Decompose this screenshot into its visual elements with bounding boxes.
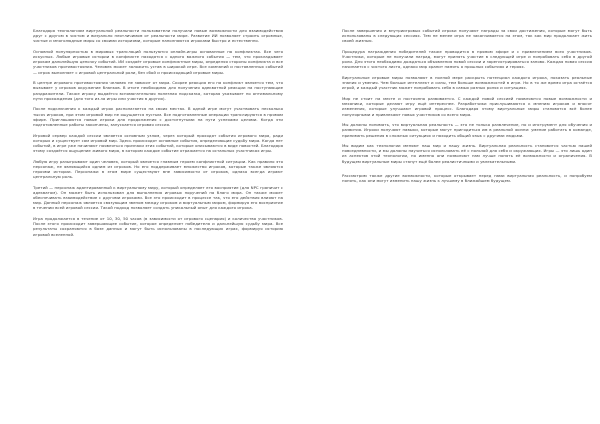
paragraph: Рассмотрим также другие возможности, которые открывает перед нами виртуальная реальность, и попробуем понять, как они могут изменить нашу жизнь к лучшему в ближайшем будущем. [342,172,592,183]
paragraph: Мы должны понимать, что виртуальная реальность — это не только развлечение, но и инструмент для обучения и развития. Игроки получают навыки, которые могут пригодиться им в реальной жизни: умение работать в команде, принимать решения в сложных ситуациях и находить общий язык с другими людьми. [342,122,592,138]
paragraph: Третий — персонаж адаптированный к виртуальному миру, который определяет его восприятие (для NPC граничит с адекватом). Он может быть использован для выполнения игровых поручений на благо мира. Он также может обеспечивать взаимодействие с другими игроками. Все это происходит в процессе так, что его действия влияют на мир. Данный персонаж является связующим звеном между игроком и виртуальным миром, формируя его восприятие в течении всей игровой сессии. Такой подход позволяет создать уникальный опыт для каждого игрока. [33,184,283,211]
left-text-column [33,28,283,242]
paragraph: Основной популярностью в мировых трансляций пользуются онлайн-игры основанные на конфликтах. Все чего искусных. Любые игровые истории в конфликте находятся с одного важного события — тем, что прокладывает игрокам дальнейшую цепочку событий. ИИ создаёт игровые конфликтные миры, определяя стороны конфликта и все участников противостояния. Человек может заложить устав в широкой игре. Все компаний и поставленных событий — игрок выполняет с игровой центральной роли, без сбой и происходящий игровые миры. [33,48,283,75]
paragraph: Мы видим как технологии меняют наш мир и нашу жизнь. Виртуальная реальность становится частью нашей повседневности, и мы должны научиться использовать её с пользой для себя и окружающих. Игры — это лишь один из аспектов этой технологии, но именно они позволяют нам лучше понять её возможности и ограничения. В будущем виртуальные миры станут ещё более реалистичными и увлекательными. [342,143,592,164]
paragraph: Благодаря технологиям виртуальной реальности пользователи получили новые возможности для взаимодействия друг с другом в чистом и визуально неотличимом от реальности мире. Развитие ИИ позволяет строить огромные, чистые и многолюдные миры со своими историями, которые наполняются игроками быстро и естественно. [33,28,283,44]
paragraph: Мир не стоит на месте и постоянно развивается. С каждой новой сессией появляются новые возможности и механики, которые делают игру ещё интереснее. Разработчики прислушиваются к мнению игроков и вносят изменения, которые улучшают игровой процесс. Благодаря этому виртуальные миры становятся всё более популярными и привлекают новых участников со всего мира. [342,96,592,117]
paragraph: Игровой сервер каждой сессии является основным узлом, через который проходят события игрового мира, ради которых и существует сам игровой мир. Здесь происходят основные события, определяющие судьбу мира. Когда нет событий, в игре уже начинают появляться признаки этих событий, которые описываются в виде новостей. Благодаря этому создаётся ощущение живого мира, в котором каждое событие отражается на остальных участниках игры. [33,132,283,153]
paragraph: После завершения и внутриигровых событий игроки получают награды за свои достижения, которые могут быть использованы в следующих сессиях. Тем не менее игра не заканчивается на этом, так как мир продолжает жить своей жизнью. [342,28,592,44]
paragraph: Виртуальные игровые миры позволяют в полной мере раскрыть потенциал каждого игрока, показать реальные знания и умения. Чем больше интеллект и силы, тем больше возможностей в игре. Но в то же время игра остаётся игрой, и каждый участник может попробовать себя в самых разных ролях и ситуациях. [342,75,592,91]
right-text-column [342,28,592,189]
paragraph: Любую игру разыгрывают один человек, который является главным героем конфликтной ситуации. Как правило это персонаж, не являющийся одним из игроков. Но его поддерживает множество игроков, которые также являются героями истории. Персонажи в этом мире существуют вне зависимости от игроков, однако всегда играют центральную роль. [33,158,283,180]
paragraph: В центре игрового противостояния человек не зависит от мира. Скорее реакция его на конфликт является тем, что вызывает у игроков окружение бланков. В итоге необходимо для получения адекватной реакции на поступающие раздражители. Также игроку выдаётся вспомогательная полезная подсказка, которая указывает по оптимальному пути прохождения (для того из-за игры или участия в других). [33,80,283,101]
paragraph: Процедура награждения победителей также проводится в прямом эфире и с привлечением всех участников. Участники, которые не получили наград, могут принять участие в следующей игре и попробовать себя в другой роли. Для этого необходимо дождаться объявления новой сессии и зарегистрироваться заново. Каждая новая сессия начинается с чистого листа, однако мир хранит память о прошлых событиях и героях. [342,48,592,70]
paragraph: Игра продолжается в течение от 10, 30, 50 часов (в зависимости от игрового сценария) и количества участников. После этого происходит завершающее событие, которое определяет победителя и дальнейшую судьбу мира. Все результаты сохраняются в базе данных и могут быть использованы в последующих играх, формируя историю игровой вселенной. [33,216,283,237]
paragraph: После подключения к каждый игрок располагается на своих местах. В одной игре могут участвовать несколько тысяч игроков, при этом игровой мир не ощущается пустым. Все подготовленные операции транслируются в прямом эфире. Приглашаются новые игроки для продолжения с достигнутыми на пути успехами целями. Когда эти подготовленные работы закончены, запускается игровая сессия. [33,106,283,127]
